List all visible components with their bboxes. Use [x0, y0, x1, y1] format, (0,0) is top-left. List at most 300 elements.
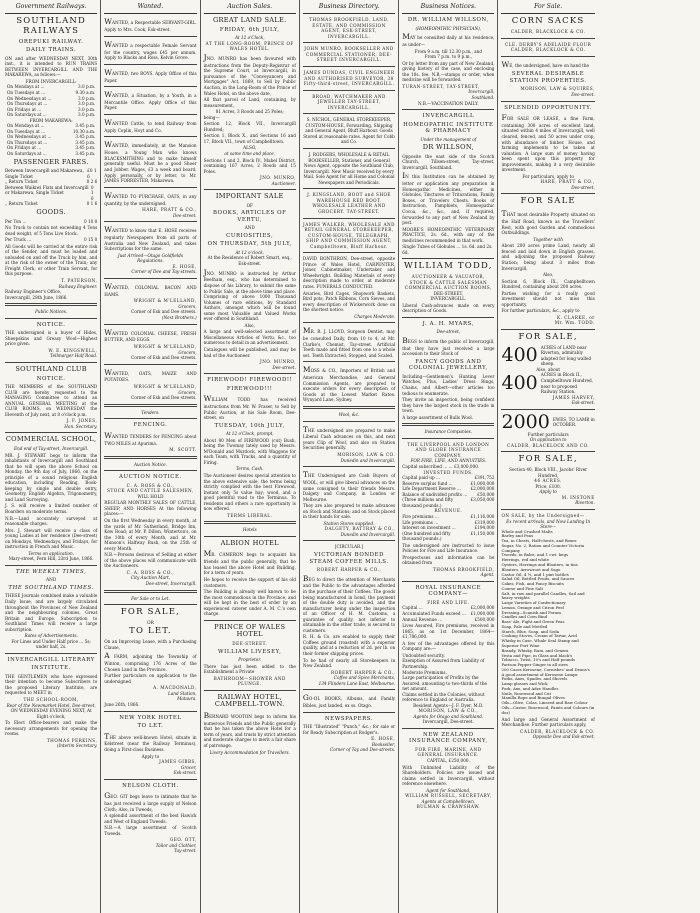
- list-item: Moderate Premiums.: [402, 669, 447, 675]
- ad-title: FOR SALE,: [120, 607, 181, 618]
- ad-body: FOR SALE OR LEASE, a fine Farm, containing 300 acres of excellent land, situated within 4 miles of Invercargill, well cleared, fenced, and 50 acres under crop, with abundance of timber. House, and farming implements to be taken at valuation. A large sum of money having been spent upon this property for improvements, making it a very desirable investment.: [501, 113, 595, 173]
- ad-title: CORN SACKS: [511, 16, 585, 27]
- ad-title: INVERCARGILL: [422, 113, 475, 120]
- ad-body: All Goods will be carried at the entire risk of the Sender, and must be loaded and unloaded on and off the Truck by him, and at the risk of the owner of the Train; any Freight Clerk, or other Train Servant, for this purpose.: [5, 243, 98, 277]
- ad-body: Section 1, Block X., and Sections 16 and 17, Block VII., town of Campbelltown.: [203, 133, 296, 144]
- ad-body: Lives Assured, Fire premiums, received in 1865, as on 1st December, 1864—£1,786,000.: [402, 623, 495, 640]
- signature: JAMES GIBBS,: [159, 759, 197, 765]
- signature-title: Hon. Secretary.: [64, 423, 98, 429]
- ad-title: IMPORTANT SALE: [215, 192, 284, 201]
- signature: Resident Agents—J. F. Dyer, M.D.: [413, 702, 484, 708]
- ad-body: EWES, TO LAMB in OCTOBER.: [552, 416, 595, 428]
- list-item: Fork, Axe, and Adze Handles: [501, 685, 559, 691]
- signature: J. F. JONES,: [66, 418, 98, 424]
- ad-subtitle: BOOKS, ARTICLES OF VERTU,: [213, 210, 287, 223]
- ad-subtitle: ON THURSDAY, 5th JULY,: [207, 241, 292, 248]
- finance-row: Balance of undivided profits ... £50,000: [402, 491, 495, 497]
- ad-title: NEWSPAPERS.: [324, 715, 374, 722]
- ad-body: About 200 acres prime Land, nearly all fenced and laid down in English grasses, and adjoining the proposed Railway Station; being about 3 miles from Invercargill.: [501, 243, 595, 271]
- signature: TERMS LIBERAL.: [227, 512, 273, 518]
- ad-title: NEW ZEALAND INSURANCE COMPANY,: [408, 731, 488, 745]
- schedule-row: On Thursdays at ... 3.0 p.m.: [7, 101, 96, 107]
- ad-body: THE MEMBERS of the SOUTHLAND CLUB are hereby requested to the MANAGING Committee to attend an ANNUAL GENERAL MEETING at the CLUB ROOMS, on WEDNESDAY the Eleventh of July next, at 8 o'clock p.m.: [5, 384, 98, 417]
- list-item: Manilla Rope and Bungal Olives: [501, 695, 565, 701]
- ad-body: THE "Illustrated" "Punch," &c.; for sale or for Ready Subscription at Rodger's.: [302, 724, 396, 735]
- signature: CALDER, BLACKLOCK & CO.: [520, 728, 595, 734]
- ad-footer: Invercargill,: [468, 89, 495, 95]
- column-4: [300, 0, 399, 913]
- signature: E. HOSE,: [371, 736, 396, 742]
- ad-body: Catalogues will be published, and may be had of the Auctioneer.: [203, 346, 296, 358]
- ad-body: Also,: [542, 272, 554, 278]
- ad-footer: Railway Engineer's Office,: [5, 289, 62, 295]
- ad-body: BEGS to inform the public of Invercargill, that they have just received a large accession to their Stock of: [402, 335, 495, 357]
- ad-subtitle: OF: [246, 202, 253, 208]
- stock-row: [501, 410, 595, 433]
- ad-subtitle: ROBERT HARPER & CO.,: [316, 567, 382, 572]
- ad-subtitle: COMMERCIAL AUCTION ROOMS,: [404, 285, 492, 291]
- ad-body: ON WEDNESDAY EVENING NEXT, At Eight o'clock,: [10, 708, 92, 719]
- list-item: Bass' Ale, Fight and Green Peas: [501, 619, 565, 625]
- ad-body: BATHROOM—SHOWER AND PLUNGE.: [213, 675, 286, 687]
- ad-body: Including—Gentlemen's Hunting Lever Watches, Plus, Ladies' Dress Rings, Chains, and Albert—other articles too tedious to enumerate.: [402, 373, 495, 396]
- column-1: [2, 0, 101, 913]
- ad-footer: Southland.: [471, 95, 495, 101]
- ad-body: WE, the undersigned, have on hand the: [501, 59, 590, 69]
- ad-title: ON SALE, by the Undersigned—: [501, 513, 585, 518]
- directory-entry: DAVID BONTHRON, Dee-street, opposite Prince of Wales Hotel, CARPENTER, Joiner, Cabinetmaker, Undertaker, and Wheelwright. Building Materials of every description made to order, at moderate rates. FUNERALS CONDUCTED.: [302, 256, 396, 289]
- signature-title: Coffee and Spice Merchants,: [333, 675, 396, 681]
- section-heading: For Sale or to Let.: [131, 595, 170, 601]
- signature-title: Dunedin and Invercargill.: [340, 457, 396, 463]
- list-item: Brandy, Whisky, Rum, and Genera: [501, 647, 569, 653]
- list-item: Forks, Axes, Spades, and Shovels: [501, 676, 568, 682]
- ad-footer: N.B.—VACCINATION DAILY.: [418, 100, 479, 106]
- list-item: Nails, Rosewood and Cut: [501, 690, 552, 696]
- ad-subtitle: OR: [147, 619, 154, 625]
- ad-body: N.B.—Persons desirous of Selling at either of the above places will communicate with the Auctioneers.: [104, 552, 197, 569]
- signature-title: Corner of Esk and Dee streets.: [131, 395, 197, 401]
- ad-body: 46 ACRES.: [534, 478, 562, 484]
- fare-row: Between Waikiwi Flats and Invercargill or Makarewa, Single Ticket 0 1 0: [5, 184, 94, 201]
- signature-title: Corner of Tay and Dee-streets.: [330, 747, 396, 753]
- signature-title: Corner of Esk and Dee streets.: [131, 355, 197, 361]
- list-item: Oils—Olive, Colza, Linseed and Raw Colour: [501, 700, 588, 706]
- finance-row: Fire premiums ... £1,116,000: [402, 513, 495, 519]
- ad-title: THE LIVERPOOL AND LONDON AND GLOBE INSURANCE COMPANY.: [407, 441, 490, 458]
- signature-title: Land Station,: [167, 690, 197, 696]
- signature-title: City Auction Mart,: [130, 575, 171, 581]
- ad-subtitle: FRIDAY, 6th JULY,: [219, 26, 280, 33]
- ad-body: A few of the advantages offered by this Company are:—: [402, 640, 495, 652]
- acreage-row: [501, 372, 594, 394]
- list-item: Tea, in Chests, Half-chests, and Boxes: [501, 538, 577, 544]
- fare-row: Between Invercargill and Makarewa, Single Ticket £0 1 6: [5, 168, 97, 179]
- signature-title: Grocers,: [178, 389, 197, 395]
- list-item: Parison Pepper Ginger in all sizes: [501, 662, 568, 668]
- ad-body: THESE Journals combined make a valuable Daily Issue, and are largely circulated throughout the Provinces of New Zealand and the neighbouring colonies, Great Britain and Europe. Subscription to Southland Times will receive a large subscription.: [5, 593, 98, 632]
- ad-body: JNO. MUNRO is instructed by Arthur Beetham, esq., who has determined to dispose of his Library, to submit the same to Public Sale, at the above time and place. Comprising of above 1000 Thousand Volumes of rare editions, by Standard Authors, amongst which will be found some most Valuable and Valued Works ever offered in Southland.: [203, 267, 296, 322]
- list-item: Tweeds, in Bales, and 1 cwt. kegs: [501, 552, 568, 558]
- schedule-row: On Wednesdays at ... 3.0 p.m.: [7, 95, 96, 101]
- list-item: Salt, in raw and parallel Candles, Sail and heavy weights: [501, 590, 585, 601]
- column-header: Government Railways.: [5, 3, 97, 14]
- ad-body: Mrs. J. Stewart will receive a class of young Ladies at her residence (Dee-street) on Mondays, Wednesdays, and Fridays, for instruction in French and Music.: [5, 527, 98, 550]
- ad-title: J. A. H. MYARS,: [422, 320, 475, 327]
- list-item: Sugar, No. 2, Ration and Counter Victoria Company: [501, 542, 585, 553]
- ad-subtitle: NOTICE.: [36, 375, 66, 382]
- ad-title: FIREWOOD!!!: [226, 385, 273, 392]
- signature-title: Railway Engineer.: [58, 283, 98, 289]
- directory-entry: BROAD, WATCHMAKER AND JEWELLER TAY-STREET, INVERCARGILL.: [312, 93, 386, 110]
- finance-row: Capital ... £2,000,000: [402, 605, 495, 611]
- signature-title: Dee-street.: [173, 212, 197, 218]
- ad-title: WILLIAM TODD,: [404, 261, 493, 272]
- ad-subtitle: INSTITUTE.: [31, 665, 71, 672]
- ad-footer: For Lines and Under Half price ... 5s; under half, 2s.: [11, 638, 91, 650]
- signature: WRIGHT & M'LELLAND,: [133, 343, 197, 349]
- schedule-row: On Saturdays at ... 3.0 p.m.: [7, 112, 96, 118]
- item-list: [501, 530, 594, 716]
- ad-body: Price, £100.: [535, 483, 561, 489]
- ad-body: He hopes to receive the support of his old customers.: [203, 577, 296, 588]
- ad-title: NEW YORK HOTEL: [119, 714, 182, 721]
- ad-body: They are also prepared to make advances on Stock and Stations; and on Stock placed in their hands for sale.: [302, 503, 396, 520]
- ad-footer: Rates of Advertisements.: [24, 633, 78, 639]
- schedule-row: On Tuesdays at ... 9.30 a.m.: [7, 89, 96, 95]
- signature-title: Grocers,: [178, 349, 197, 355]
- ad-body: MAY be consulted daily at his residence, as under—: [402, 32, 495, 48]
- ad-body: Section 40, Block VIII., Jacobs' River Hundred,: [509, 467, 588, 478]
- ad-title: TO LET.: [129, 626, 172, 637]
- signature: WRIGHT & M'LELLAND,: [133, 384, 197, 390]
- list-item: Bloaters, Arrowroot and Sago: [501, 566, 561, 572]
- finance-row: Capital paid up ... £391,752: [402, 475, 495, 481]
- list-item: Oils—Castor, Rosewood, Paints and Colours (in doz): [501, 704, 595, 715]
- ad-body: A large assortment of Bulls Wool.: [402, 414, 474, 420]
- signature-title: Auctioneer.: [271, 180, 296, 186]
- section-heading: Hotels: [242, 527, 257, 533]
- ad-body: There has just been added to the Establishment a Private: [203, 663, 296, 675]
- ad-body: WANTED, OATS, MAIZE AND POTATOES.: [104, 367, 197, 383]
- schedule-list: [5, 123, 97, 156]
- ad-body: R. H. & Co. are enabled to supply their Coffees ground (roasted) with a superior quality, and at a reduction of 2d. per lb. on their former shipping prices.: [302, 634, 396, 656]
- ad-body: The Auctioneer desires special attention to the above extensive sale, the terms being strictly complied with the best Firewood, Instant only 5s value hay; wood, and a good plentiful road to the Terminus. To residents and others a rare opportunity is now offered.: [203, 472, 296, 512]
- finance-row: (One hundred and fifty thousand pounds.) £1,150,000: [402, 530, 495, 542]
- ad-body: To Elect Office-bearers and make the necessary arrangements for opening the rooms.: [5, 720, 98, 737]
- signature-title: Grocers,: [178, 303, 197, 309]
- signature: A. MACDONALD,: [153, 685, 197, 691]
- signature: HARE, PRATT & CO.,: [142, 207, 197, 213]
- ad-title: NELSON CLOTH.: [122, 782, 179, 789]
- directory-entry: J. RODGERS, WHOLESALE & RETAIL BOOKSELLER, Stationer, and General News Agent, opposite the Southland Club, Invercargill. New Music received by every Mail. Sole Agent for all Home and Colonial Newspapers and Periodicals.: [303, 152, 395, 185]
- signature-title: Agent.: [480, 572, 495, 578]
- directory-entry: Aviaries, Bird Cages, Shopwork Baskets, Bird pots, Patch Ribbons, Corn Sieves, and every description of Wickerwork done on the shortest notice.: [302, 290, 396, 313]
- signature: THOMAS BROOKFIELD,: [432, 566, 495, 572]
- column-header: For Sale.: [501, 3, 594, 14]
- directory-entry: MOSS & CO., Importers of British and American Merchandise, and General Commission Agents, are prepared to execute orders for every description of Goods at the Lowest Market Rates. Wynyard Lane, Sydney.: [302, 365, 396, 403]
- list-item: Course and Fine Salt: [501, 585, 544, 591]
- finance-row: Annual Revenue ... £500,000: [402, 616, 495, 622]
- ad-body: For particulars, apply to: [522, 173, 574, 179]
- schedule-row: On Tuesdays at ... 10.30 a.m.: [7, 128, 96, 134]
- ad-body: And large and General Assortment of Merchandise. Further particulars apply,: [501, 716, 595, 728]
- signature-title: Agent for Southland,: [426, 787, 471, 793]
- signature: ROBERT HARPER & CO.,: [330, 669, 396, 675]
- signature: Mr. Wm. TODD.: [554, 320, 595, 326]
- ad-body: REGULAR MONTHLY SALES OF CATTLE, SHEEP, AND HORSES At the following places:—: [104, 500, 197, 517]
- ad-subtitle: INVESTED FUNDS.: [423, 469, 474, 475]
- schedule-heading: FROM INVERCARGILL:: [25, 78, 77, 84]
- ad-subtitle: Ex recent arrivals, and Now Landing In Store—: [506, 518, 591, 530]
- signature: MORISON, LAW & SQUIRES,: [520, 86, 595, 92]
- ad-body: At the Residence of Robert Smart, esq., Esk-street.: [207, 255, 292, 266]
- ad-body: THE above well-known Hotel, situate in Kelstreet (near the Railway Terminus), doing a First-class Business.: [104, 731, 197, 752]
- ad-subtitle: CALDER, BLACKLOCK & CO.: [510, 28, 586, 34]
- list-item: Whisky in Case, Whale Seal Stamp and Superior Port Wine: [501, 638, 579, 649]
- signature-title: (Interim Secretary.: [57, 743, 98, 749]
- ad-subtitle: AND: [244, 225, 255, 231]
- ad-footer: Mary-street, Fern Hill, 23rd June, 1866.: [8, 556, 94, 562]
- list-item: Candles and Corn Bind: [501, 614, 548, 620]
- ad-title: FOR SALE,: [518, 331, 578, 342]
- signature: WILLIAM RUSSELL, SECRETARY,: [405, 793, 492, 799]
- signature: W. E. KINGSWELL,: [48, 347, 98, 353]
- signature-title: Agents at Campbelltown,: [421, 798, 476, 804]
- ad-title: PRINCE OF WALES HOTEL: [214, 622, 286, 639]
- signature: C. A. ROSS & CO.,: [126, 569, 175, 575]
- section-heading: Auction Notice.: [133, 461, 167, 467]
- ad-body: Sections 1 and 2, Block IV., Mabel District, containing 167 Acres, 2 Roods and 15 Poles.: [203, 157, 296, 174]
- ad-body: WANTED, a Respectable SERVANT-GIRL. Apply to Mrs. Cook, Esk-street.: [104, 17, 197, 33]
- list-item: Lemon, Orange and Citron Peel: [501, 604, 564, 610]
- ad-body: WANTED a respectable Female Servant for the country, wages £45 per annum. Apply to Blacks and Ross, Kelvin Grove.: [104, 39, 197, 61]
- ad-body: From 9 a.m. till 12.30 p.m., and: [414, 48, 483, 54]
- signature-title: 134 Flinders Lane East, Melbourne.: [318, 680, 396, 686]
- column-header: Business Notices.: [402, 3, 494, 14]
- schedule-row: On Thursdays at ... 3.45 p.m.: [7, 139, 96, 145]
- list-item: Claims settled in the Colonies, without reference to England or Australia.: [402, 691, 485, 703]
- ad-body: Liberal Cash-advances made on every description of Goods.: [402, 302, 495, 314]
- stock-number: 2000: [501, 410, 550, 433]
- ad-body: The undersigned are instructed to issue Policies for Fire and Life Insurance.: [402, 542, 495, 554]
- finance-row: (Three millions and fifty thousand pounds.) £3,050,000: [402, 497, 495, 508]
- column-3: [201, 0, 300, 913]
- ad-title: GREAT LAND SALE.: [212, 16, 287, 25]
- ad-body: Prospectuses and information can be obtained from: [402, 554, 495, 566]
- signature-title: Esk-street.: [571, 400, 595, 406]
- list-item: Large Varieties of Confectionary: [501, 600, 566, 606]
- section-heading: Insurance Companies.: [424, 429, 473, 435]
- ad-body: ACRES in Block II., Campbelltown Hundred, near to proposed Railway Station.: [540, 372, 593, 395]
- ad-title: DR. WILLIAM WILLSON,: [407, 17, 489, 24]
- ad-body: No Truck to contain not exceeding 4 Tons dead weight, of 5 Tons Live Stock.: [5, 225, 98, 236]
- signature: E. HOSE,: [172, 263, 197, 269]
- ad-subtitle: (HOMEOPATHIC PHYSICIAN),: [415, 25, 482, 31]
- schedule-row: On Fridays at ... 3.0 p.m.: [7, 106, 96, 112]
- ad-subtitle: CURIOSITIES,: [226, 232, 274, 239]
- ad-body: A large and well-selected assortment of Miscellaneous Articles of Vertu, &c., too numerous to detail in an advertisement.: [203, 329, 296, 346]
- list-item: Herrings, red and white: [501, 557, 549, 563]
- list-item: Oysters, Herrings and Bloaters, in tins: [501, 562, 578, 567]
- ad-body: N.B.—A large assortment of Scotch Tweeds.: [104, 825, 197, 836]
- schedule-row: On Fridays at ... 3.45 p.m.: [7, 145, 96, 151]
- fare-row: „ Return Ticket 0 1 6: [5, 201, 98, 207]
- ad-subtitle: FOR FIRE, MARINE, AND GENERAL INSURANCE.: [415, 746, 482, 758]
- ad-body: WANTED, a Situation, by a Youth, in a Mercantile Office. Apply Office of this Paper.: [104, 90, 197, 111]
- ad-subtitle: Proprietor.: [238, 657, 262, 663]
- ad-body: WANTED TO PURCHASE, OATS, in any quantity, by the undersigned.: [104, 190, 197, 206]
- signature: JNO. MUNRO,: [260, 175, 296, 181]
- ad-body: Just Arrived—Otago Goldfields Regulations.: [117, 252, 183, 264]
- ad-body: Parties wishing for a really good investment should not miss this opportunity.: [501, 290, 595, 307]
- ad-body: WANTED Cattle, to tend Railway from Apply Coplin, Hoyt and Co.: [104, 118, 197, 133]
- signature-title: Bookseller,: [371, 741, 396, 747]
- list-item: Soap, Pale and Mottled: [501, 623, 548, 629]
- schedule-row: On Mondays at ... 3.45 p.m.: [7, 123, 96, 129]
- list-item: Exemption of Assured from Liability of Partnership.: [402, 658, 485, 669]
- ad-body: BEG to direct the attention of Merchants and the Public to the advantages afforded in the purchase of their Coffees. The goods being manufactured in bond, the payment of the double duty is avoided, and the manufacturer being under the inspection of an Officer of H. M. Customs, a guarantee of quality, not inferior to obtainable in the other trade, is secured to customers.: [302, 573, 396, 633]
- ad-body: Further particulars: [527, 431, 569, 437]
- signature: MORISON, LAW & CO.,: [418, 708, 479, 714]
- ad-body: Capital subscribed ... ... £3,000,000.: [402, 464, 480, 470]
- schedule-list: [5, 84, 97, 117]
- ad-title: SPLENDID OPPORTUNITY.: [504, 104, 593, 111]
- ad-body: WANTED, two BOYS. Apply Office of this Paper.: [104, 67, 197, 83]
- ad-body: To be had of nearly all Storekeepers in New Zealand.: [302, 657, 396, 669]
- list-item: Vesta and Pipe, in Glass and black's: [501, 652, 573, 658]
- ad-subtitle: TO LET.: [137, 723, 164, 730]
- list-item: Salad Oil, Bottled Fruits, and Sauces: [501, 576, 575, 582]
- ad-body: WILLIAM TODD has received instructions from Mr. W. Fraser, to Sell by Public Auction, at his Sale Room, Dee-street, on: [203, 394, 296, 421]
- ad-body: All that parcel of Land, containing, by measurement,: [203, 97, 296, 108]
- ad-subtitle: FIRE AND LIFE.: [427, 599, 470, 605]
- ad-title: THE SOUTHLAND TIMES.: [8, 584, 94, 591]
- ad-subtitle: TUESDAY, 10th JULY,: [214, 422, 285, 429]
- schedule-row: On Wednesdays at ... 3.45 p.m.: [7, 134, 96, 140]
- finance-row: Accumulated Funds exceed ... £1,000,000: [402, 611, 495, 617]
- ad-subtitle: CALDER, BLACKLOCK & CO.: [510, 47, 586, 53]
- schedule-heading: FROM MAKAREWA:: [29, 117, 73, 123]
- ad-title: COMMERCIAL SCHOOL,: [5, 435, 97, 444]
- ad-body: IN this Institution can be obtained by letter or application any preparation in Homeopathic Medicines, either in Globules, Tinctures or Triturations, Family Boxes, or Travelers Chests. Books of Instruction, Pamphlets, Homeopathic Cocoa, &c., &c., and, if required, forwarded to any part of New Zealand by post.: [402, 171, 495, 226]
- signature-title: Dee-street.: [272, 364, 296, 370]
- ad-body: A FARM, adjoining the Township of Winton, comprising 176 Acres of the Chosen Land in the Province.: [104, 651, 197, 672]
- ad-body: Station Stores supplied.: [323, 520, 375, 526]
- list-item: Barley and Peas: [501, 533, 534, 539]
- ad-subtitle: Dee-street,: [436, 329, 461, 335]
- signature-title: Corner of Dee and Tay-streets.: [131, 269, 197, 275]
- signature-title: Esk-street.: [173, 770, 197, 776]
- ad-body: On an Improving Lease, with a Purchasing Clause,: [104, 639, 197, 650]
- ad-body: being—: [203, 114, 220, 120]
- directory-entry: JAMES DUNDAS, CIVIL ENGINEER AND AUTHORISED SURVEYOR, 38 Fifty-third-street, INVERCARGILL.: [303, 70, 395, 87]
- list-item: Tobacco, Twist, 10's and Half pounds: [501, 657, 575, 663]
- signature-title: Tellmarger Half Road.: [50, 353, 98, 359]
- ad-subtitle: FANCY GOODS AND COLONIAL JEWELLERY,: [408, 358, 488, 372]
- ad-body: About 80 Men of FIREWOOD (cut) Bush, being the Twomay lately used by Messrs. M'Donald and Murdock, with Waggons for each Team, with Tracks, and a quantity of Firing.: [203, 437, 296, 465]
- ad-subtitle: DEE-STREET,: [433, 290, 464, 296]
- ad-body: BERNARD WOOTON begs to inform his numerous Friends and the Public generally that he has taken the above Hotel for a term of years, and trusts by strict attention and moderate charges to merit a fair share of patronage.: [203, 710, 296, 748]
- ad-subtitle: CAPITAL, £250,000.: [426, 758, 470, 764]
- ad-title: FIREWOOD! FIREWOOD!!: [207, 377, 293, 384]
- directory-entry: JOHN MUNRO, BOOKSELLER AND COMMERCIAL STATIONER, DEE-STREET INVERCARGILL.: [304, 46, 394, 63]
- ad-title: FOR SALE: [520, 196, 576, 207]
- ad-subtitle: INVERCARGILL.: [430, 296, 467, 302]
- signature: T. PATERSON,: [61, 277, 98, 283]
- ad-subtitle: ALSO,: [243, 145, 257, 151]
- section-heading: Public Notices.: [35, 309, 68, 315]
- column-5: [399, 0, 498, 913]
- section-heading: Tenders.: [141, 409, 160, 415]
- signature: WRIGHT & M'LELLAND,: [133, 298, 197, 304]
- ad-title: CLE. DERBY'S ADELAIDE FLOUR: [504, 41, 592, 47]
- signature-title: Dee-street.: [571, 92, 595, 97]
- ad-body: ON and after WEDNESDAY NEXT, 30th inst., it is intended to RUN TRAINS BETWEEN INVERCARGILL AND THE MAKAREWA, as follows:—: [5, 55, 98, 78]
- signature: M. SCOTT.: [169, 447, 197, 453]
- ad-footer: TURAN-STREET, TAY-STREET,: [402, 83, 480, 89]
- section-heading: Wool, &c.: [338, 411, 360, 417]
- ad-title: AUCTION NOTICE.: [119, 474, 182, 481]
- ad-footer: Invercargill, 28th June, 1866.: [5, 294, 68, 300]
- ad-title: INVERCARGILL LITERARY: [7, 656, 95, 663]
- ad-body: GEO. GIT begs leave to intimate that he has just received a large supply of Nelson Cloth; Also, in Tweeds,: [104, 791, 197, 812]
- ad-title: GOODS.: [36, 207, 66, 216]
- directory-entry: THOMAS BROOKFIELD, LAND, ESTATE, AND COMMISSION AGENT, ESK-STREET, INVERCARGILL.: [309, 17, 389, 39]
- ad-title: SOUTHLAND CLUB: [15, 364, 87, 373]
- ad-subtitle: At 12 o'clock.: [235, 249, 265, 255]
- directory-entry: MR. R. J. LLOYD, Surgeon Dentist, may be consulted Daily, from 10 to 4, at Mr. Clarke's, Chemist, Tay-street. Artificial Teeth made and fitted from one to a whole set. Teeth Extracted, Stopped, and Scaled.: [302, 326, 396, 358]
- signature: DALGETY, RATTRAY & CO.,: [324, 526, 396, 532]
- finance-row: Life Department Reserve ... £2,000,000: [402, 486, 495, 492]
- ad-subtitle: OREPUKI RAILWAY.: [18, 38, 84, 45]
- signature: JNO. MUNRO,: [260, 359, 296, 365]
- ad-subtitle: End end of Tay-street, Invercargill.: [13, 445, 89, 451]
- acreage-number: 400: [501, 372, 538, 395]
- ad-subtitle: C. A. ROSS & CO.,: [126, 482, 175, 488]
- signature-title: Invercargill, Dee-street.: [422, 719, 474, 725]
- directory-entry: JAMES WALKER, WHOLESALE AND RETAIL GENERAL STOREKEEPER, CUSTOM-HOUSE, TELEGRAPH, SHIP AND COMMISSION AGENT, Campbelltown, Bluff Harbour.: [303, 221, 396, 249]
- column-2: [101, 0, 200, 913]
- ad-title: ALBION HOTEL: [220, 538, 279, 547]
- ad-body: Further particulars on application to the undersigned: [104, 673, 197, 684]
- ad-body: 81 Acres, 3 Roods and 25 Poles;: [215, 109, 284, 115]
- ad-body: THE GENTLEMEN who have expressed their intention to become Subscribers to the proposed Literary Institute, are requested to MEET in: [5, 673, 98, 696]
- signature-title: Agents for Otago and Southland.: [413, 713, 484, 719]
- ad-title: THE WEEKLY TIMES,: [15, 568, 87, 575]
- ad-body: MR. J. STEWART begs to inform the inhabitants of Invercargill and Southland that he will open the above School on Monday, the 9th day of July, 1866, on the principle of a sound religious English education, including Reading, Book-keeping by single and double entry, Geometry, English Algebra, Trigonometry, and Land Surveying.: [5, 452, 98, 502]
- ad-body: MOORE'S HOMEOPATHIC VETERINARY PRACTICE, 2s. 6d., with any of the medicines recommended in that work.: [402, 226, 495, 243]
- ad-body: With Unlimited Liability of the Shareholders. Policies are issued and claims settled in Invercargill, without reference elsewhere.: [402, 764, 495, 787]
- ad-body: THAT most desirable Property situated on the Half Road, known as the Travellers' Rest, with good Garden and commodious Outbuildings.: [501, 209, 595, 236]
- signature-title: Corner of Esk and Dee streets.: [131, 309, 197, 315]
- ad-body: Or by letter from any part of New Zealand, giving history of the case, and enclosing the 10s. fee. N.B.—stamps or order, when medicine will be forwarded.: [402, 60, 495, 83]
- list-item: Large participation of Profits by the Assured, amounting to two-thirds of the net amount.: [402, 675, 488, 692]
- ad-title: SOUTHLAND RAILWAYS: [16, 16, 87, 36]
- ad-title: HOMEOPATHIC INSTITUTE & PHARMACY: [403, 121, 494, 135]
- signature: BULMAN & CRAWSHAW.: [416, 804, 481, 810]
- ad-body: Section 6, Block IX., Campbelltown Hundred, containing about 200 acres.: [501, 278, 595, 290]
- schedule-row: On Mondays at ... 3.0 p.m.: [7, 84, 96, 90]
- ad-body: The Building is already well known to be the most commodious in the Province, and will be kept in the best of order by an experienced caterer under A. M. C.'s own charge.: [203, 589, 296, 617]
- signature: HARE, PRATT & CO.,: [540, 179, 595, 185]
- fare-row: Per Ton ... 0 10 0: [5, 218, 98, 224]
- ad-body: WANTED, COLONIAL BACON AND HAMS.: [104, 281, 197, 297]
- ad-body: ACRES of LAND near Riverton, admirably adapted for long walled sheep.: [540, 344, 592, 367]
- signature: GEO. OTT,: [170, 837, 197, 843]
- ad-subtitle: WILLIAM LIVESEY,: [218, 648, 282, 655]
- ad-subtitle: AT THE LONG-ROOM, PRINCE OF WALES HOTEL.: [205, 40, 294, 52]
